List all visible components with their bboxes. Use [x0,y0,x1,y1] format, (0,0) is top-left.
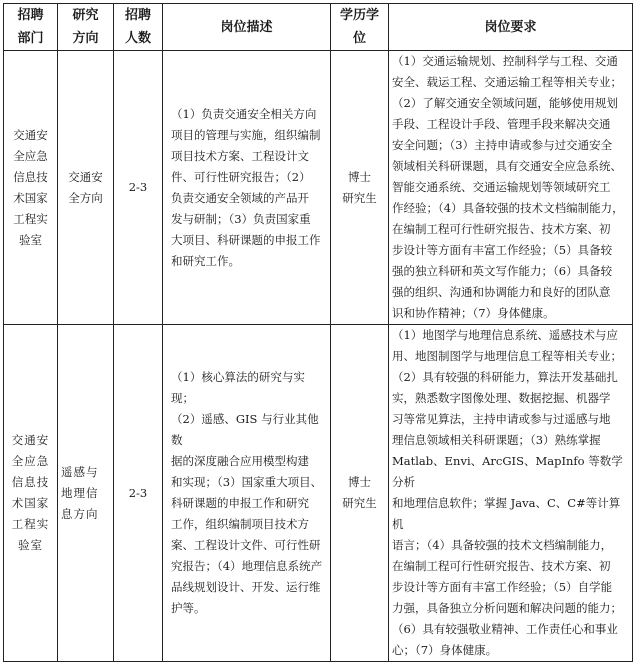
table-row [4,51,633,325]
text-line: 大项目、科研课题的申报工作 [171,232,321,247]
text-line: 全应急 [13,148,48,163]
degree-cell [331,325,389,662]
text-line: 强的独立科研和英文写作能力；（6）具备较 [392,264,613,278]
text-line: 步设计等方面有丰富工作经验；（5）具备较 [392,243,613,257]
text-line: 人数 [124,31,151,46]
text-line: 部门 [17,31,44,46]
description-cell [163,325,331,662]
text-line: 和地理信息软件；掌握 Java、C、C#等计算机 [392,496,621,531]
requirements-cell [389,325,633,662]
text-line: 研究生 [342,190,377,205]
header-direction [58,4,114,51]
text-line: 信息技 [11,475,50,489]
dept-cell [4,51,58,325]
text-line: 全方向 [68,190,103,205]
degree-cell [331,51,389,325]
text-line: （1）负责交通安全相关方向 [171,106,317,121]
text-line: 术国家 [11,496,50,510]
text-line: 交通安 [13,127,48,142]
text-line: 博士 [348,475,371,489]
count-cell: 2-3 [114,325,163,662]
text-line: 力强，具备独立分析问题和解决问题的能力； [392,601,622,615]
text-line: 项目的管理与实施，组织编制 [171,127,321,142]
text-line: 和研究工作。 [171,253,240,268]
header-description [163,4,331,51]
text-line: 招聘 [17,8,44,23]
header-row [4,4,633,51]
header-degree [331,4,389,51]
text-line: 手段、工程设计手段、管理手段来解决交通 [392,117,611,131]
text-line: 据的深度融合应用模型构建 [171,454,309,468]
text-line: 智能交通系统、交通运输规划等领域研究工 [392,180,611,194]
text-line: 岗位描述 [220,19,273,35]
text-line: 研究生 [342,496,377,510]
description-cell [163,51,331,325]
recruitment-table [3,3,633,662]
text-line: 在编制工程可行性研究报告、技术方案、初 [392,559,611,573]
table-row [4,325,633,662]
text-line: 术国家 [13,190,48,205]
text-line: （1）核心算法的研究与实现； [171,370,305,405]
text-line: （6）具有较强敬业精神、工作责任心和事业 [392,622,618,636]
text-line: 习等常见算法，主持申请或参与过遥感与地 [392,412,611,426]
header-dept [4,4,58,51]
text-line: 究报告；（4）地理信息系统产 [171,559,323,573]
text-line: 理信息领域相关科研课题；（3）熟练掌握 [392,433,601,447]
text-line: Matlab、Envi、ArcGIS、MapInfo 等数学分析 [392,454,623,489]
requirements-cell [389,51,633,325]
text-line: 发与研制；（3）负责国家重 [171,211,311,226]
text-line: 地理信 [61,485,99,500]
text-line: 全应急 [11,454,50,468]
text-line: 语言；（4）具备较强的技术文档编制能力， [392,538,613,552]
text-line: 强的组织、沟通和协调能力和良好的团队意 [392,285,611,299]
text-line: （2）具有较强的科研能力，算法开发基础扎 [392,370,618,384]
text-line: 步设计等方面有丰富工作经验；（5）自学能 [392,580,613,594]
text-line: （2）了解交通安全领域问题，能够使用规划 [392,96,618,110]
text-line: 和实现；（3）国家重大项目、 [171,475,323,489]
dept-cell [4,325,58,662]
text-line: 在编制工程可行性研究报告、技术方案、初 [392,222,611,236]
text-line: 博士 [348,169,371,184]
text-line: 岗位要求 [484,19,537,35]
text-line: 护等。 [171,601,206,615]
header-requirements [389,4,633,51]
text-line: 作经验；（4）具备较强的技术文档编制能力， [392,201,624,215]
text-line: 验室 [18,538,43,552]
text-line: 信息技 [13,169,48,184]
text-line: 安全、载运工程、交通运输工程等相关专业； [392,75,622,89]
text-line: 用、地图制图学与地理信息工程等相关专业； [392,349,622,363]
text-line: 实，熟悉数字图像处理、数据挖掘、机器学 [392,391,611,405]
text-line: 交通安 [68,169,103,184]
text-line: 案、工程设计文件、可行性研 [171,538,321,552]
text-line: 心；（7）身体健康。 [392,643,498,657]
direction-cell [58,51,114,325]
text-line: 验室 [19,232,42,247]
text-line: 件、可行性研究报告；（2） [171,169,311,184]
text-line: （1）地图学与地理信息系统、遥感技术与应 [392,328,618,342]
text-line: 学历学 [339,8,379,23]
direction-cell [58,325,114,662]
text-line: 科研课题的申报工作和研究 [171,496,309,510]
text-line: 领域相关科研课题，具有交通安全应急系统、 [392,159,622,173]
count-cell: 2-3 [114,51,163,325]
text-line: （1）交通运输规划、控制科学与工程、交通 [392,54,618,68]
text-line: 工程实 [13,211,48,226]
text-line: 品线规划设计、开发、运行维 [171,580,321,594]
text-line: 交通安 [11,433,50,447]
text-line: 方向 [72,31,99,46]
text-line: 负责交通安全领域的产品开 [171,190,309,205]
text-line: 工作，组织编制项目技术方 [171,517,309,531]
text-line: 项目技术方案、工程设计文 [171,148,309,163]
text-line: 息方向 [61,506,99,521]
text-line: 研究 [72,8,99,23]
text-line: 工程实 [11,517,50,531]
text-line: 招聘 [124,8,151,23]
header-count [114,4,163,51]
text-line: 遥感与 [61,464,99,479]
text-line: 位 [352,31,366,46]
text-line: （2）遥感、GIS 与行业其他数 [171,412,319,447]
text-line: 安全问题；（3）主持申请或参与过交通安全 [392,138,613,152]
text-line: 识和协作精神；（7）身体健康。 [392,306,555,320]
